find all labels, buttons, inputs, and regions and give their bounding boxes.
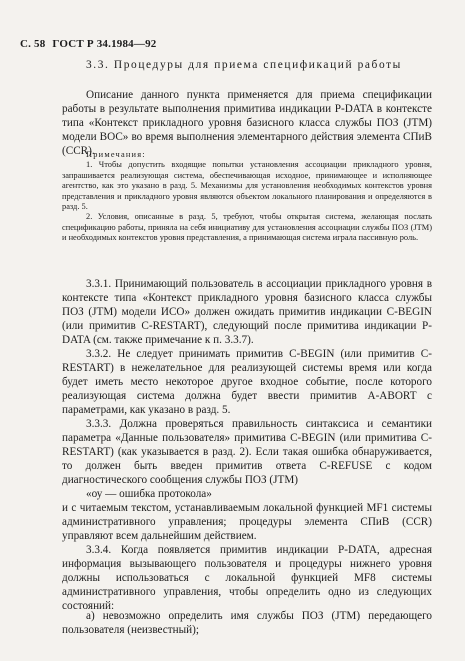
main-text xyxy=(62,277,432,613)
list-item-a xyxy=(62,609,432,637)
quote-line: «оу — ошибка протокола» xyxy=(86,488,212,500)
page-number: С. 58 xyxy=(20,38,46,50)
paragraph-3-3-3: 3.3.3. Должна проверяться правильность синтаксиса и семантики параметра «Данные пользователя» примитива C-BEGIN (или примитива C-RESTART) (как указывается в разд. 2). Если такая ошибка обнаруживается, то должен быть введен примитив ответа C-REFUSE с кодом диагностического сообщения службы ПОЗ (JTM) xyxy=(62,418,432,486)
intro-block xyxy=(62,88,432,158)
paragraph-3-3-4: 3.3.4. Когда появляется примитив индикации P-DATA, адресная информация вызывающего пользователя и процедуры нижнего уровня должны использоваться с локальной функцией MF8 системы административного управления, чтобы определить одно из следующих состояний: xyxy=(62,544,432,612)
note-1: 1. Чтобы допустить входящие попытки установления ассоциации прикладного уровня, запрашивается реализующая система, обеспечивающая исходное, принимающее и исполняющее агентство, как это указано в разд. 5. Механизмы для установления необходимых контекстов уровня представления и прикладного уровня являются объектом локального планирования и определяются в разд. 5. xyxy=(62,160,432,212)
paragraph-3-3-3-continued: и с читаемым текстом, устанавливаемым локальной функцией MF1 системы административного управления; процедуры элемента СПиВ (CCR) управляют всем дальнейшим действием. xyxy=(62,502,432,542)
note-2: 2. Условия, описанные в разд. 5, требуют, чтобы открытая система, желающая послать спецификацию работы, приняла на себя инициативу для установления ассоциации службы ПОЗ (JTM) и необходимых контекстов уровня представления, а принимающая система играла пассивную роль. xyxy=(62,212,432,243)
section-title: 3.3. Процедуры для приема спецификаций работы xyxy=(86,59,402,71)
standard-designation: ГОСТ Р 34.1984—92 xyxy=(52,38,157,50)
paragraph-3-3-1: 3.3.1. Принимающий пользователь в ассоциации прикладного уровня в контексте типа «Контекст прикладного уровня базисного класса службы ПОЗ (JTM) модели ИСО» должен ожидать примитив индикации C-BEGIN (или примитив C-RESTART), следующий после примитива индикации P-DATA (см. также примечание к п. 3.3.7). xyxy=(62,278,432,346)
list-item-a-text: а) невозможно определить имя службы ПОЗ (JTM) передающего пользователя (неизвестный); xyxy=(62,610,432,636)
page-header xyxy=(20,38,160,50)
notes-block xyxy=(62,150,432,244)
notes-heading: Примечания: xyxy=(86,150,146,159)
intro-paragraph: Описание данного пункта применяется для приема спецификации работы в результате выполнения примитива индикации P-DATA в контексте типа «Контекст прикладного уровня базисного класса службы ПОЗ (JTM) модели ВОС» во время выполнения элементарного действия элемента СПиВ (CCR). xyxy=(62,89,432,157)
paragraph-3-3-2: 3.3.2. Не следует принимать примитив C-BEGIN (или примитив C-RESTART) в нежелательное для реализующей системы время или когда будет иметь место некоторое другое входное событие, после которого реализующая система должна будет ввести примитив A-ABORT с параметрами, как указано в разд. 5. xyxy=(62,348,432,416)
